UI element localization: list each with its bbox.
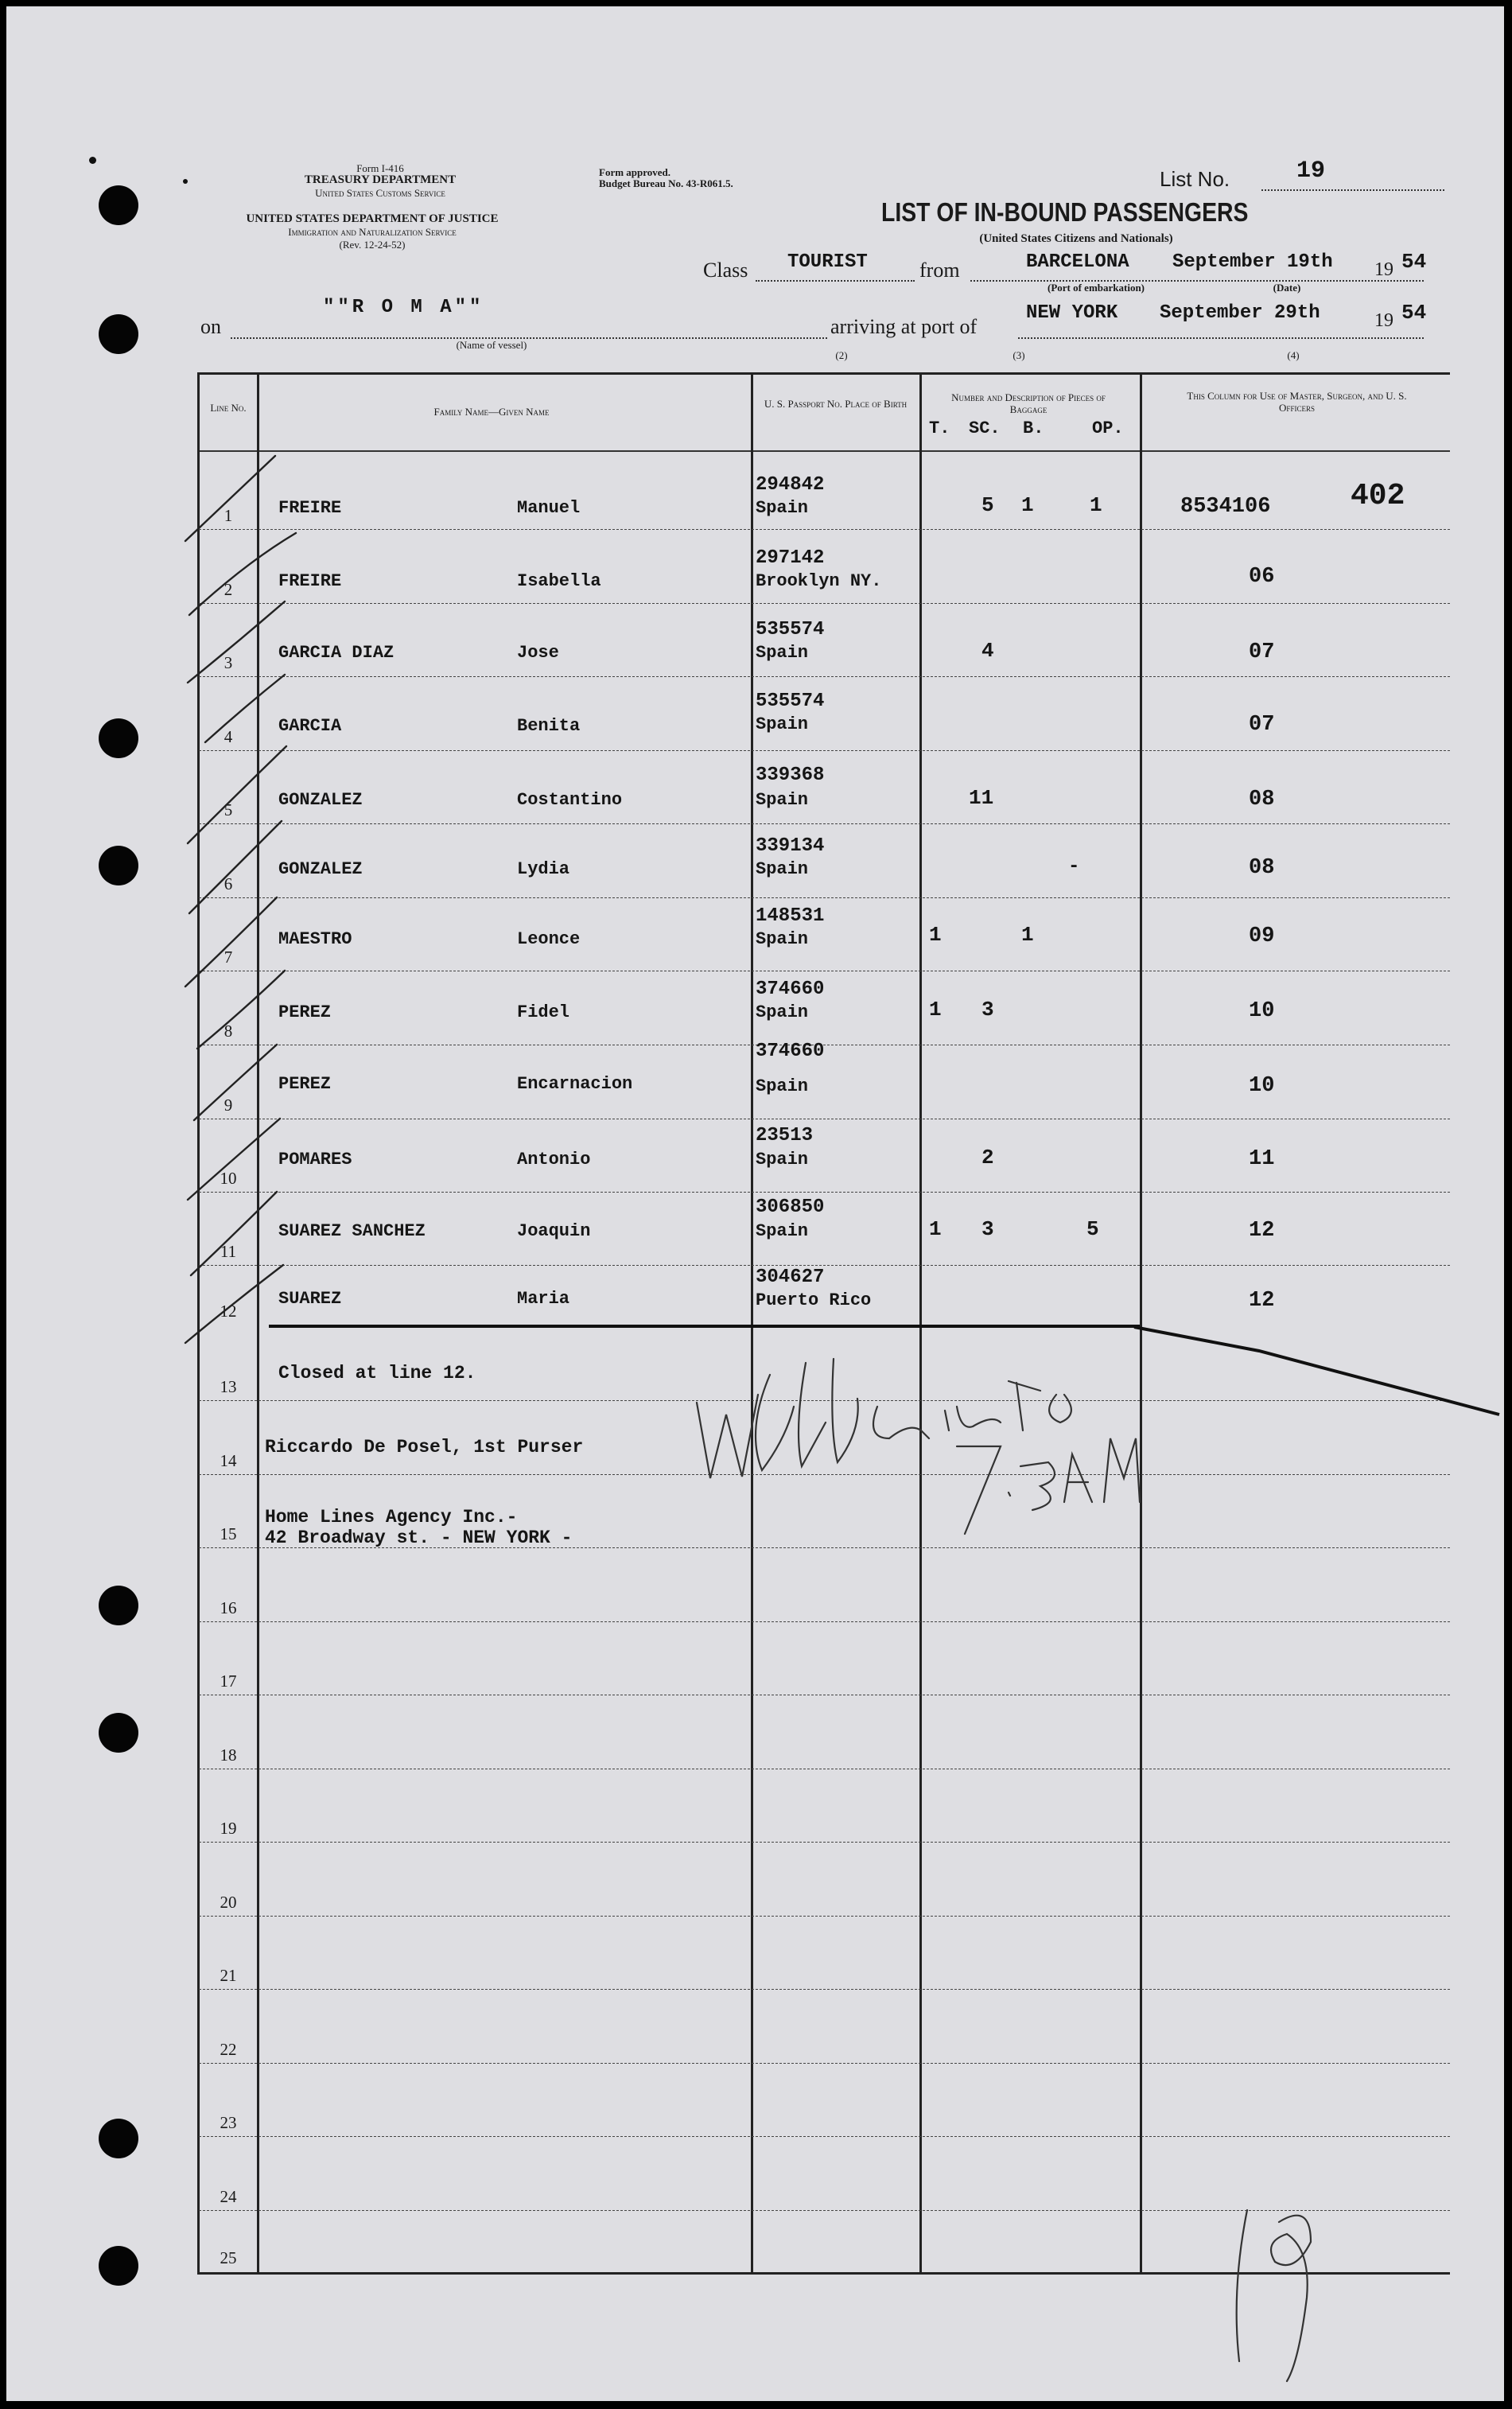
line-number: 9: [223, 1096, 233, 1115]
place-of-birth: Spain: [756, 790, 809, 810]
page-number-handwritten: [1237, 2210, 1311, 2381]
given-name: Lydia: [517, 859, 570, 879]
line-number: 13: [220, 1377, 237, 1396]
given-name: Encarnacion: [517, 1074, 633, 1094]
line-number: 3: [223, 653, 233, 672]
year-suffix-2: 54: [1401, 301, 1427, 325]
family-name: FREIRE: [278, 498, 342, 518]
year-prefix-1: 19: [1374, 259, 1393, 280]
officer-number: 08: [1249, 788, 1275, 811]
header-line-no: Line No.: [210, 402, 247, 414]
line-number: 5: [223, 800, 233, 819]
line-number: 1: [223, 506, 233, 525]
line-number: 11: [220, 1242, 237, 1261]
passport-no: 535574: [756, 691, 825, 712]
baggage-code-b: B.: [1023, 418, 1044, 438]
line-number: 15: [220, 1524, 237, 1543]
given-name: Fidel: [517, 1002, 570, 1022]
line-number: 7: [223, 948, 233, 967]
check-mark-icon: [189, 821, 282, 913]
officer-number: 07: [1249, 640, 1275, 664]
family-name: PEREZ: [278, 1074, 332, 1094]
family-name: SUAREZ SANCHEZ: [278, 1221, 426, 1241]
baggage-sc: 3: [981, 1217, 994, 1241]
revision: (Rev. 12-24-52): [339, 239, 406, 251]
official-signature: [697, 1359, 1311, 2381]
place-of-birth: Spain: [756, 498, 809, 518]
colnum-4: (4): [1287, 349, 1300, 361]
handwritten-marks: [6, 6, 1504, 2401]
check-mark-icon: [188, 746, 286, 843]
family-name: GARCIA: [278, 716, 342, 736]
place-of-birth: Spain: [756, 1221, 809, 1241]
on-label: on: [200, 315, 221, 338]
family-name: MAESTRO: [278, 929, 352, 949]
baggage-sc: 3: [981, 998, 994, 1022]
officer-number: 11: [1249, 1147, 1275, 1171]
line-number: 16: [220, 1598, 237, 1617]
place-of-birth: Spain: [756, 1002, 809, 1022]
baggage-op: 1: [1090, 493, 1102, 517]
line-number: 25: [220, 2248, 237, 2267]
passport-no: 294842: [756, 474, 825, 496]
given-name: Isabella: [517, 571, 601, 591]
given-name: Benita: [517, 716, 581, 736]
passport-no: 23513: [756, 1125, 814, 1146]
port-of-arrival: NEW YORK: [1026, 302, 1118, 324]
passport-no: 339134: [756, 835, 825, 857]
agency-name: Home Lines Agency Inc.-: [265, 1507, 518, 1528]
passport-no: 148531: [756, 905, 825, 927]
given-name: Manuel: [517, 498, 581, 518]
list-no-label: List No.: [1160, 167, 1230, 191]
line-number: 20: [220, 1893, 237, 1912]
service-2: Immigration and Naturalization Service: [288, 226, 457, 238]
passport-no: 306850: [756, 1197, 825, 1218]
baggage-t: 1: [929, 998, 942, 1022]
officer-annotation: 402: [1351, 479, 1405, 513]
header-passport: U. S. Passport No. Place of Birth: [764, 398, 908, 410]
check-mark-icon: [189, 533, 296, 615]
baggage-sc: 11: [969, 786, 994, 810]
family-name: GONZALEZ: [278, 859, 363, 879]
passport-no: 374660: [756, 979, 825, 1000]
place-of-birth: Puerto Rico: [756, 1290, 872, 1310]
arriving-label: arriving at port of: [830, 315, 978, 338]
manifest-page: [6, 6, 1504, 2401]
line-number: 6: [223, 874, 233, 893]
baggage-b: 1: [1021, 923, 1034, 947]
officer-number: 09: [1249, 924, 1275, 948]
officer-number: 08: [1249, 856, 1275, 880]
vessel-caption: (Name of vessel): [456, 339, 527, 351]
agency-address: 42 Broadway st. - NEW YORK -: [265, 1528, 573, 1548]
cancellation-line: [1134, 1327, 1499, 1415]
place-of-birth: Spain: [756, 714, 809, 734]
check-mark-icon: [197, 971, 285, 1049]
officer-number: 12: [1249, 1289, 1275, 1313]
check-mark-icon: [185, 456, 275, 541]
purser-name: Riccardo De Posel, 1st Purser: [265, 1437, 584, 1457]
officer-number: 10: [1249, 999, 1275, 1023]
line-number: 21: [220, 1966, 237, 1985]
line-number: 4: [223, 727, 233, 746]
place-of-birth: Spain: [756, 643, 809, 663]
embarkation-date: September 19th: [1172, 251, 1333, 273]
baggage-sc: 4: [981, 639, 994, 663]
line-number: 10: [220, 1169, 237, 1188]
place-of-birth: Brooklyn NY.: [756, 571, 882, 591]
budget-bureau: Budget Bureau No. 43-R061.5.: [599, 177, 733, 189]
baggage-sc: 5: [981, 493, 994, 517]
arrival-date: September 29th: [1160, 302, 1320, 324]
form-number: Form I-416: [356, 162, 404, 174]
header-baggage: Number and Description of Pieces of Baggage: [951, 391, 1106, 415]
header-officers: This Column for Use of Master, Surgeon, and U. S. Officers: [1187, 390, 1407, 414]
check-mark-icon: [205, 675, 285, 742]
place-of-birth: Spain: [756, 859, 809, 879]
given-name: Maria: [517, 1289, 570, 1309]
line-number: 8: [223, 1022, 233, 1041]
officer-number: 10: [1249, 1074, 1275, 1098]
family-name: SUAREZ: [278, 1289, 342, 1309]
form-approved: Form approved.: [599, 166, 671, 178]
family-name: POMARES: [278, 1150, 352, 1169]
check-mark-icon: [188, 1119, 280, 1200]
class-label: Class: [703, 259, 748, 282]
given-name: Costantino: [517, 790, 623, 810]
year-prefix-2: 19: [1374, 310, 1393, 331]
class-value: TOURIST: [787, 251, 868, 273]
baggage-code-sc: SC.: [969, 418, 1001, 438]
line-number: 23: [220, 2113, 237, 2132]
baggage-mark: -: [1068, 856, 1080, 878]
given-name: Joaquin: [517, 1221, 591, 1241]
list-no-value: 19: [1296, 158, 1326, 185]
port-of-embarkation-caption: (Port of embarkation): [1047, 282, 1145, 294]
family-name: FREIRE: [278, 571, 342, 591]
header-name: Family Name—Given Name: [433, 406, 550, 418]
passport-no: 297142: [756, 547, 825, 569]
check-mark-icon: [188, 601, 285, 683]
from-label: from: [919, 259, 960, 282]
given-name: Jose: [517, 643, 559, 663]
baggage-b: 1: [1021, 493, 1034, 517]
date-caption: (Date): [1273, 282, 1301, 294]
baggage-op: 5: [1086, 1217, 1099, 1241]
check-mark-icon: [191, 1192, 277, 1275]
officer-number: 07: [1249, 713, 1275, 737]
family-name: GONZALEZ: [278, 790, 363, 810]
baggage-sc: 2: [981, 1146, 994, 1169]
passport-no: 374660: [756, 1041, 825, 1062]
baggage-code-t: T.: [929, 418, 950, 438]
place-of-birth: Spain: [756, 1076, 809, 1096]
check-mark-icon: [185, 1265, 283, 1343]
line-number: 18: [220, 1745, 237, 1765]
check-mark-icon: [185, 897, 277, 987]
colnum-2: (2): [835, 349, 848, 361]
baggage-code-op: OP.: [1092, 418, 1124, 438]
place-of-birth: Spain: [756, 1150, 809, 1169]
family-name: GARCIA DIAZ: [278, 643, 395, 663]
given-name: Leonce: [517, 929, 581, 949]
passport-no: 304627: [756, 1267, 825, 1288]
given-name: Antonio: [517, 1150, 591, 1169]
officer-number: 12: [1249, 1219, 1275, 1243]
closing-note: Closed at line 12.: [278, 1363, 476, 1384]
page-title: LIST OF IN-BOUND PASSENGERS: [881, 197, 1249, 227]
line-number: 2: [223, 580, 233, 599]
passport-no: 535574: [756, 619, 825, 640]
colnum-3: (3): [1013, 349, 1025, 361]
service: United States Customs Service: [315, 187, 445, 199]
check-mark-icon: [194, 1045, 277, 1120]
port-of-embarkation: BARCELONA: [1026, 251, 1129, 273]
vessel-name: ""R O M A"": [323, 297, 484, 318]
line-number: 14: [220, 1451, 237, 1470]
family-name: PEREZ: [278, 1002, 332, 1022]
officer-number: 06: [1249, 565, 1275, 589]
line-number: 19: [220, 1819, 237, 1838]
officer-number: 8534106: [1180, 495, 1271, 519]
department: TREASURY DEPARTMENT: [304, 173, 457, 186]
line-number: 12: [220, 1302, 237, 1321]
page-subtitle: (United States Citizens and Nationals): [979, 232, 1173, 245]
year-suffix-1: 54: [1401, 250, 1427, 274]
department-2: UNITED STATES DEPARTMENT OF JUSTICE: [246, 212, 499, 225]
line-number: 17: [220, 1672, 237, 1691]
line-number: 24: [220, 2187, 237, 2206]
passport-no: 339368: [756, 765, 825, 786]
baggage-t: 1: [929, 923, 942, 947]
place-of-birth: Spain: [756, 929, 809, 949]
line-number: 22: [220, 2040, 237, 2059]
baggage-t: 1: [929, 1217, 942, 1241]
